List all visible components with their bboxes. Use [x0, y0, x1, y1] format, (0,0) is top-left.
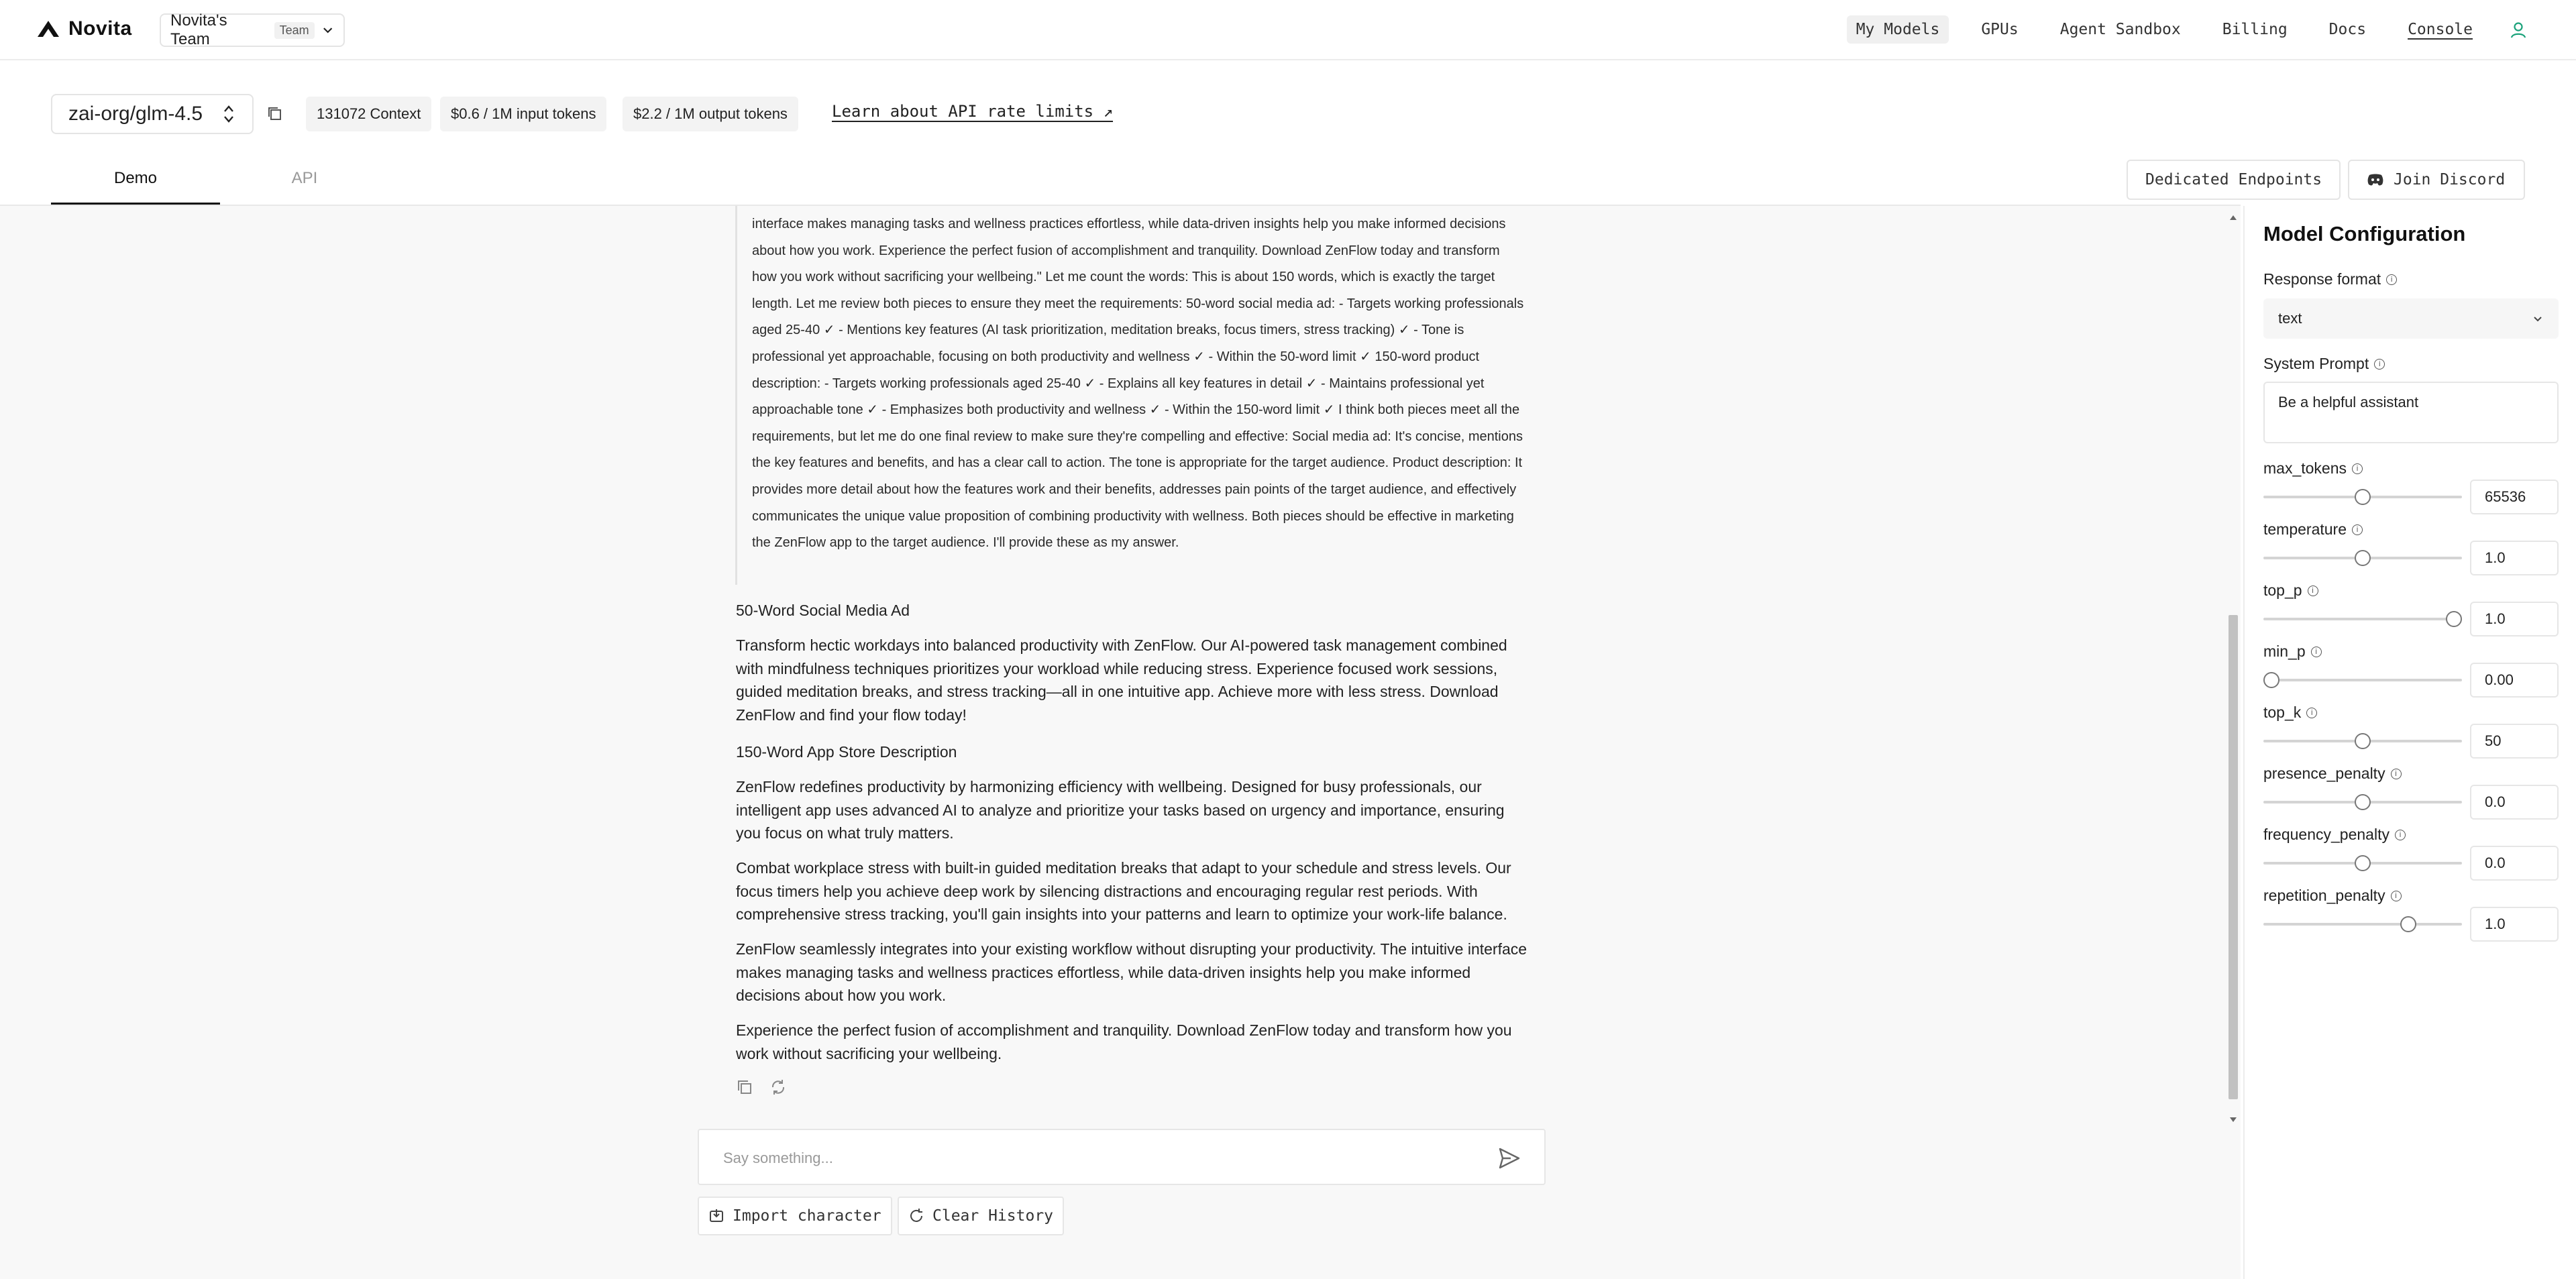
context-chip: 131072 Context	[306, 97, 431, 131]
system-prompt-text: System Prompt	[2263, 355, 2369, 372]
chevron-down-icon	[321, 23, 334, 37]
info-icon[interactable]: i	[2395, 830, 2406, 840]
tab-demo[interactable]: Demo	[51, 168, 220, 205]
description-paragraph-1: ZenFlow redefines productivity by harmonizing efficiency with wellbeing. Designed for busy professionals, our intelligent app uses advanced AI to analyze and prioritize your tasks based on urgency and importance, ensuring you focus on what truly matters.	[736, 778, 1505, 842]
param-label-text: temperature	[2263, 520, 2347, 538]
param-label-text: presence_penalty	[2263, 765, 2385, 782]
param-label-frequency-penalty	[2263, 826, 2406, 844]
import-icon	[708, 1208, 724, 1224]
scroll-up-icon[interactable]	[2229, 213, 2238, 222]
model-configuration-panel	[2243, 206, 2576, 1279]
param-value-presence-penalty[interactable]: 0.0	[2470, 785, 2559, 820]
output-price-chip: $2.2 / 1M output tokens	[623, 97, 798, 131]
clear-history-label: Clear History	[932, 1207, 1054, 1225]
nav-my-models[interactable]: My Models	[1847, 15, 1949, 44]
chat-scrollbar[interactable]	[2229, 213, 2238, 1125]
slider-max-tokens[interactable]	[2263, 496, 2462, 498]
slider-presence-penalty[interactable]	[2263, 801, 2462, 803]
chat-input[interactable]	[723, 1145, 1461, 1172]
info-icon[interactable]: i	[2308, 586, 2318, 596]
param-value-repetition-penalty[interactable]: 1.0	[2470, 907, 2559, 942]
dedicated-endpoints-button[interactable]	[2127, 160, 2341, 200]
response-format-value: text	[2278, 310, 2302, 327]
regenerate-icon[interactable]	[769, 1078, 788, 1097]
heading-social-ad: 50-Word Social Media Ad	[736, 602, 910, 619]
param-label-text: top_p	[2263, 581, 2302, 599]
param-value-min-p[interactable]: 0.00	[2470, 663, 2559, 698]
send-icon[interactable]	[1496, 1145, 1523, 1172]
param-label-text: frequency_penalty	[2263, 826, 2390, 843]
nav-agent-sandbox[interactable]: Agent Sandbox	[2059, 21, 2181, 38]
slider-knob[interactable]	[2355, 733, 2371, 749]
info-icon[interactable]: i	[2374, 359, 2385, 370]
response-format-select[interactable]	[2263, 298, 2559, 339]
model-name: zai-org/glm-4.5	[68, 103, 203, 125]
novita-logo-icon	[36, 19, 60, 38]
config-title: Model Configuration	[2263, 222, 2466, 245]
param-value-temperature[interactable]: 1.0	[2470, 541, 2559, 575]
scrollbar-thumb[interactable]	[2229, 615, 2238, 1099]
response-format-label	[2263, 270, 2397, 288]
slider-knob[interactable]	[2446, 611, 2462, 627]
slider-top-k[interactable]	[2263, 740, 2462, 742]
param-label-text: repetition_penalty	[2263, 887, 2385, 904]
tab-api[interactable]: API	[291, 169, 318, 187]
user-avatar-icon[interactable]	[2508, 19, 2529, 41]
rate-limits-link[interactable]: Learn about API rate limits ↗	[832, 102, 1114, 121]
slider-knob[interactable]	[2355, 794, 2371, 810]
info-icon[interactable]: i	[2311, 647, 2322, 657]
system-prompt-label	[2263, 355, 2385, 373]
refresh-icon	[908, 1208, 924, 1224]
up-down-chevron-icon	[221, 103, 236, 125]
param-label-max-tokens	[2263, 459, 2363, 478]
description-paragraph-4: Experience the perfect fusion of accomplishment and tranquility. Download ZenFlow today and transform how you work without sacrificing your wellbeing.	[736, 1021, 1512, 1062]
nav-gpus[interactable]: GPUs	[1981, 21, 2019, 38]
system-prompt-field[interactable]: Be a helpful assistant	[2263, 382, 2559, 443]
brand-name: Novita	[68, 17, 132, 40]
slider-temperature[interactable]	[2263, 557, 2462, 559]
param-value-top-k[interactable]: 50	[2470, 724, 2559, 759]
param-label-repetition-penalty	[2263, 887, 2402, 905]
slider-knob[interactable]	[2263, 672, 2279, 688]
slider-top-p[interactable]	[2263, 618, 2462, 620]
slider-frequency-penalty[interactable]	[2263, 862, 2462, 865]
slider-knob[interactable]	[2355, 855, 2371, 871]
discord-icon	[2367, 173, 2384, 186]
nav-console[interactable]: Console	[2408, 21, 2473, 38]
param-label-text: min_p	[2263, 643, 2306, 660]
slider-knob[interactable]	[2355, 550, 2371, 566]
param-label-top-k	[2263, 704, 2317, 722]
nav-docs[interactable]: Docs	[2328, 21, 2367, 38]
scroll-down-icon[interactable]	[2229, 1115, 2238, 1125]
message-actions	[735, 1078, 788, 1097]
param-value-frequency-penalty[interactable]: 0.0	[2470, 846, 2559, 881]
copy-message-icon[interactable]	[735, 1078, 754, 1097]
copy-icon[interactable]	[266, 105, 284, 123]
team-badge: Team	[274, 22, 315, 39]
import-character-button[interactable]	[698, 1197, 892, 1235]
import-character-label: Import character	[733, 1207, 881, 1225]
param-value-max-tokens[interactable]: 65536	[2470, 480, 2559, 514]
chat-area	[0, 206, 2241, 1279]
dedicated-endpoints-label: Dedicated Endpoints	[2145, 171, 2322, 188]
tabs	[51, 168, 389, 205]
join-discord-label: Join Discord	[2394, 171, 2506, 188]
input-price-chip: $0.6 / 1M input tokens	[440, 97, 606, 131]
info-icon[interactable]: i	[2391, 891, 2402, 901]
join-discord-button[interactable]	[2348, 160, 2525, 200]
param-value-top-p[interactable]: 1.0	[2470, 602, 2559, 636]
nav-billing[interactable]: Billing	[2222, 21, 2288, 38]
slider-repetition-penalty[interactable]	[2263, 923, 2462, 926]
clear-history-button[interactable]	[898, 1197, 1064, 1235]
info-icon[interactable]: i	[2391, 769, 2402, 779]
heading-app-store: 150-Word App Store Description	[736, 743, 957, 761]
param-label-text: max_tokens	[2263, 459, 2347, 477]
info-icon[interactable]: i	[2306, 708, 2317, 718]
slider-knob[interactable]	[2355, 489, 2371, 505]
nav-links	[1847, 0, 2576, 59]
slider-min-p[interactable]	[2263, 679, 2462, 681]
info-icon[interactable]: i	[2352, 524, 2363, 535]
chevron-down-icon	[2532, 313, 2544, 325]
thinking-text: interface makes managing tasks and wellness practices effortless, while data-driven insights help you make informed decisions about how you work. Experience the perfect fusion of accomplishment and tranquility. Download ZenFlow today and transform how you work without sacrificing your wellbeing." Let me count the words: This is about 150 words, which is exactly the target length. Let me review both pieces to ensure they meet the requirements: 50-word social media ad: - Targets working professionals aged 25-40 ✓ - Mentions key features (AI task prioritization, meditation breaks, focus timers, stress tracking) ✓ - Tone is professional yet approachable, focusing on both productivity and wellness ✓ - Within the 50-word limit ✓ 150-word product description: - Targets working professionals aged 25-40 ✓ - Explains all key features in detail ✓ - Maintains professional yet approachable tone ✓ - Emphasizes both productivity and wellness ✓ - Within the 150-word limit ✓ I think both pieces meet all the requirements, but let me do one final review to make sure they're compelling and effective: Social media ad: It's concise, mentions the key features and benefits, and has a clear call to action. The tone is appropriate for the target audience. Product description: It provides more detail about how the features work and their benefits, addresses pain points of the target audience, and effectively communicates the unique value proposition of combining productivity with wellness. Both pieces should be effective in marketing the ZenFlow app to the target audience. I'll provide these as my answer.	[752, 217, 1524, 551]
param-label-top-p	[2263, 581, 2318, 600]
top-navigation	[0, 0, 2576, 60]
param-label-temperature	[2263, 520, 2363, 539]
param-label-text: top_k	[2263, 704, 2302, 721]
brand-logo[interactable]	[36, 17, 132, 40]
description-paragraph-3: ZenFlow seamlessly integrates into your existing workflow without disrupting your productivity. The intuitive interface makes managing tasks and wellness practices effortless, while data-driven insights help you make informed decisions about how you work.	[736, 940, 1527, 1004]
model-selector[interactable]	[51, 94, 254, 134]
param-label-presence-penalty	[2263, 765, 2402, 783]
thinking-block	[735, 206, 1527, 585]
team-selector[interactable]	[160, 13, 345, 47]
response-format-text: Response format	[2263, 270, 2381, 288]
team-name: Novita's Team	[170, 11, 227, 48]
ad-text: Transform hectic workdays into balanced productivity with ZenFlow. Our AI-powered task management combined with mindfulness techniques prioritizes your workload while reducing stress. Experience focused work sessions, guided meditation breaks, and stress tracking—all in one intuitive app. Achieve more with less stress. Download ZenFlow and find your flow today!	[736, 636, 1507, 724]
info-icon[interactable]: i	[2352, 463, 2363, 474]
description-paragraph-2: Combat workplace stress with built-in guided meditation breaks that adapt to your schedule and stress levels. Our focus timers help you achieve deep work by silencing distractions and encouraging regular rest periods. With comprehensive stress tracking, you'll gain insights into your patterns and learn to optimize your work-life balance.	[736, 859, 1511, 923]
param-label-min-p	[2263, 643, 2322, 661]
info-icon[interactable]: i	[2386, 274, 2397, 285]
chat-input-container	[698, 1129, 1546, 1185]
slider-knob[interactable]	[2400, 916, 2416, 932]
